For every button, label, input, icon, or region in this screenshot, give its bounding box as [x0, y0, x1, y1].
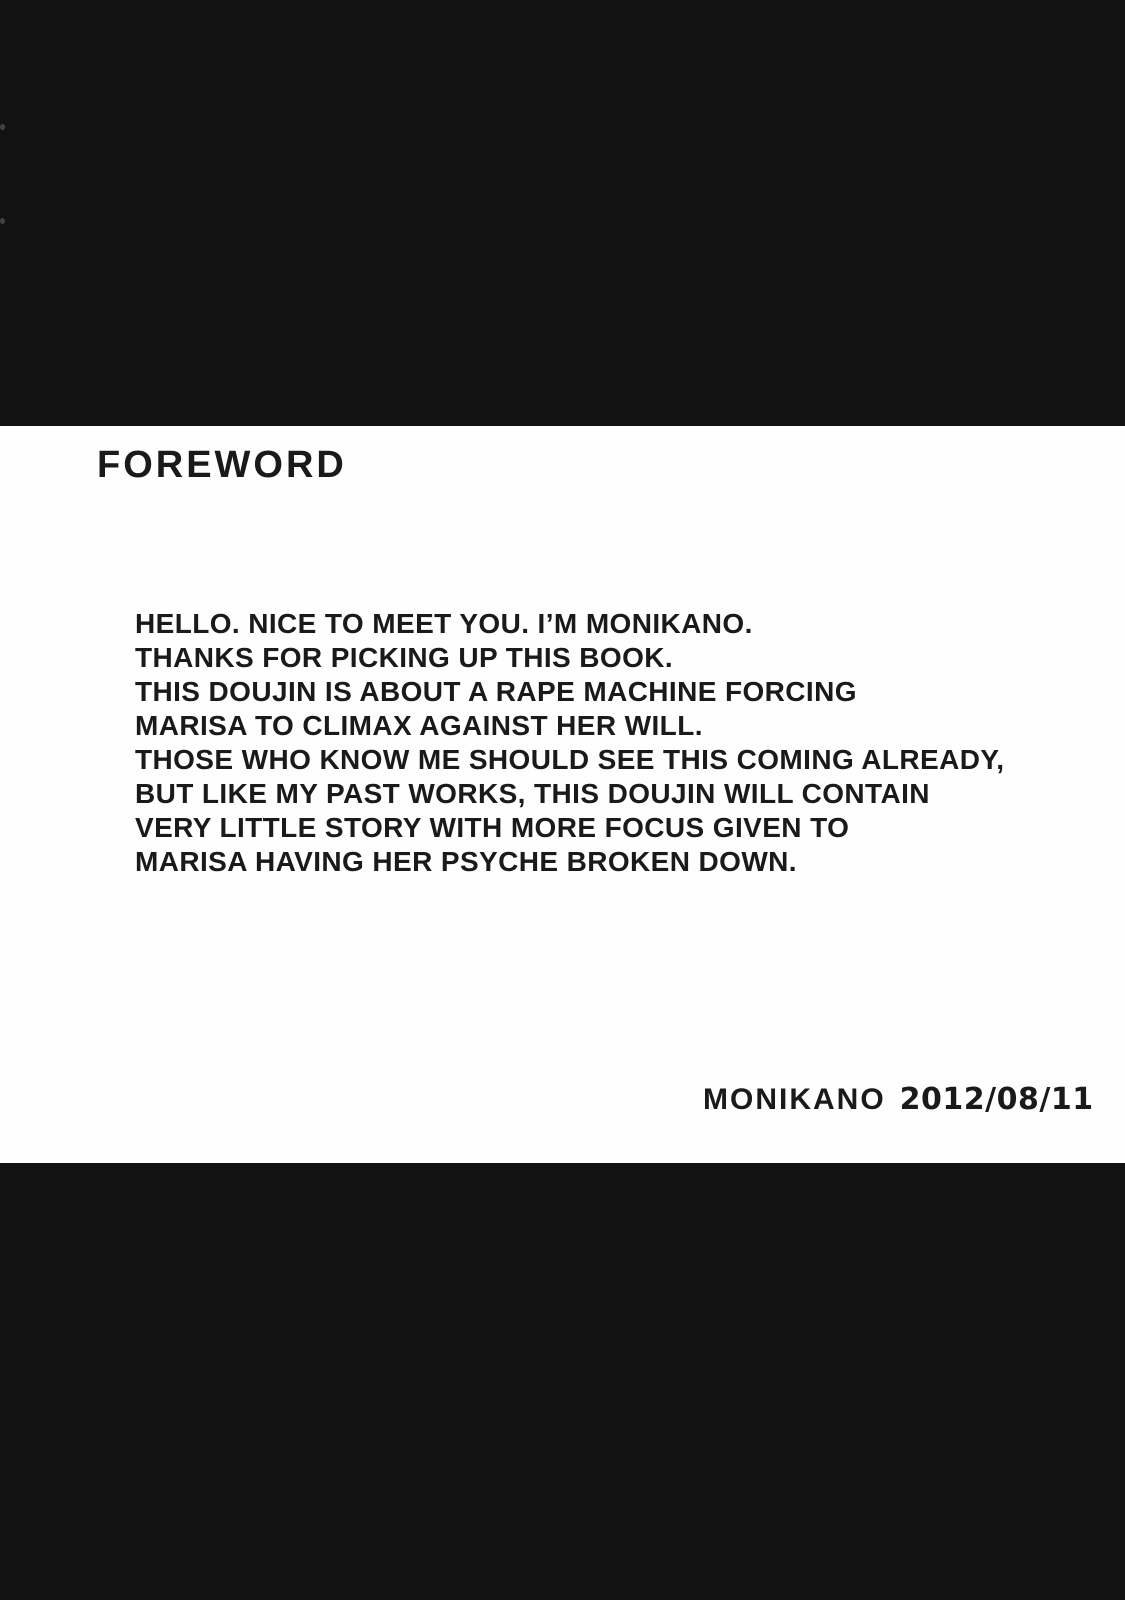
top-black-band [0, 0, 1125, 426]
page-title: FOREWORD [97, 444, 347, 486]
body-text-line: BUT LIKE MY PAST WORKS, THIS DOUJIN WILL CONTAIN [135, 778, 930, 809]
foreword-body [135, 607, 1004, 879]
body-text-line: VERY LITTLE STORY WITH MORE FOCUS GIVEN TO [135, 812, 850, 843]
body-text-line: THIS DOUJIN IS ABOUT A RAPE MACHINE FORCING [135, 676, 857, 707]
bottom-black-band [0, 1163, 1125, 1600]
body-text-line: THOSE WHO KNOW ME SHOULD SEE THIS COMING ALREADY, [135, 744, 1005, 775]
signature-line [703, 1082, 1094, 1117]
signature-author: MONIKANO [703, 1083, 886, 1116]
signature-date: 2012/08/11 [899, 1082, 1094, 1117]
scan-speck [0, 218, 5, 224]
body-text-line: THANKS FOR PICKING UP THIS BOOK. [135, 642, 674, 673]
body-text-line: HELLO. NICE TO MEET YOU. I’M MONIKANO. [135, 608, 753, 639]
scan-speck [0, 124, 5, 130]
body-text-line: MARISA HAVING HER PSYCHE BROKEN DOWN. [135, 846, 797, 877]
body-text-line: MARISA TO CLIMAX AGAINST HER WILL. [135, 710, 703, 741]
